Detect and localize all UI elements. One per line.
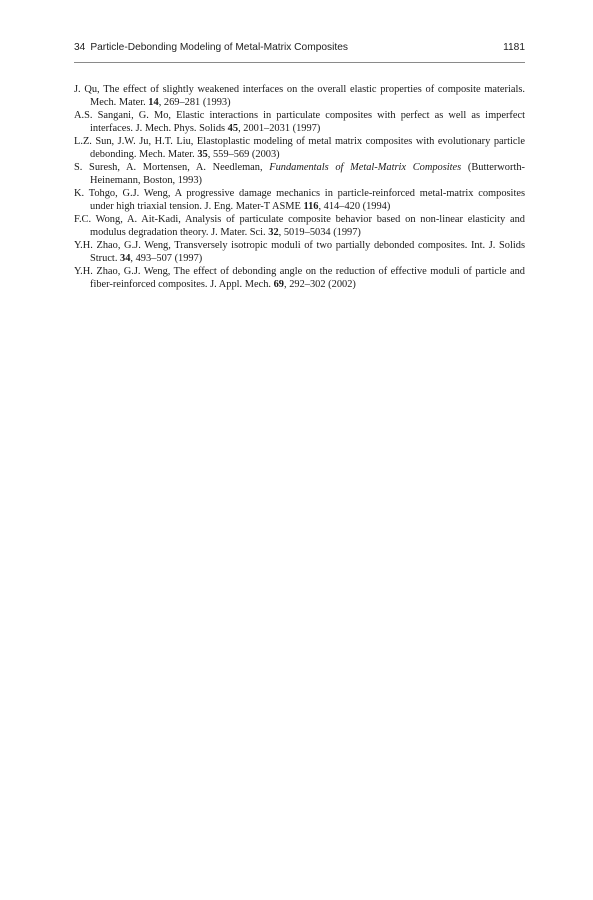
reference-item — [74, 239, 525, 265]
running-header — [74, 42, 525, 62]
reference-volume: 35 — [197, 149, 208, 160]
reference-pages-year: , 269–281 (1993) — [158, 97, 231, 108]
reference-text: F.C. Wong, A. Ait-Kadi, Analysis of particulate composite behavior based on non-linear elasticity and modulus degradation theory. J. Mater. Sci. — [74, 214, 525, 238]
reference-item — [74, 213, 525, 239]
reference-text: K. Tohgo, G.J. Weng, A progressive damage mechanics in particle-reinforced metal-matrix composites under high triaxial tension. J. Eng. Mater-T ASME — [74, 188, 525, 212]
reference-list — [74, 83, 525, 291]
reference-item — [74, 135, 525, 161]
page-number: 1181 — [503, 42, 525, 53]
reference-volume: 45 — [227, 123, 239, 134]
reference-volume: 116 — [303, 201, 319, 212]
reference-pages-year: , 2001–2031 (1997) — [238, 123, 321, 134]
reference-item — [74, 83, 525, 109]
reference-volume: 14 — [148, 97, 159, 108]
reference-item — [74, 161, 525, 187]
header-rule — [74, 62, 525, 63]
reference-text: S. Suresh, A. Mortensen, A. Needleman, — [74, 162, 270, 173]
reference-pages-year: , 559–569 (2003) — [207, 149, 280, 160]
reference-text: J. Qu, The effect of slightly weakened interfaces on the overall elastic properties of composite materials. Mech. Mater. — [74, 84, 525, 108]
reference-pages-year: , 5019–5034 (1997) — [278, 227, 361, 238]
reference-publisher: (Butterworth-Heinemann, Boston, 1993) — [90, 162, 525, 186]
reference-volume: 32 — [268, 227, 279, 238]
reference-pages-year: , 493–507 (1997) — [130, 253, 203, 264]
reference-pages-year: , 414–420 (1994) — [318, 201, 391, 212]
reference-item — [74, 187, 525, 213]
chapter-number: 34 — [74, 42, 86, 53]
reference-item — [74, 109, 525, 135]
reference-book-title: Fundamentals of Metal-Matrix Composites — [269, 162, 462, 173]
reference-volume: 69 — [273, 279, 284, 290]
reference-text: Y.H. Zhao, G.J. Weng, The effect of debonding angle on the reduction of effective moduli of particle and fiber-reinforced composites. J. Appl. Mech. — [74, 266, 525, 290]
reference-text: L.Z. Sun, J.W. Ju, H.T. Liu, Elastoplastic modeling of metal matrix composites with evolutionary particle debonding. Mech. Mater. — [74, 136, 525, 160]
reference-item — [74, 265, 525, 291]
reference-text: Y.H. Zhao, G.J. Weng, Transversely isotropic moduli of two partially debonded composites. Int. J. Solids Struct. — [74, 240, 525, 264]
chapter-title: Particle-Debonding Modeling of Metal-Matrix Composites — [90, 42, 348, 53]
reference-pages-year: , 292–302 (2002) — [284, 279, 356, 290]
reference-volume: 34 — [120, 253, 131, 264]
reference-text: A.S. Sangani, G. Mo, Elastic interactions in particulate composites with perfect as well as imperfect interfaces. J. Mech. Phys. Solids — [74, 110, 525, 134]
chapter-heading — [74, 42, 348, 53]
